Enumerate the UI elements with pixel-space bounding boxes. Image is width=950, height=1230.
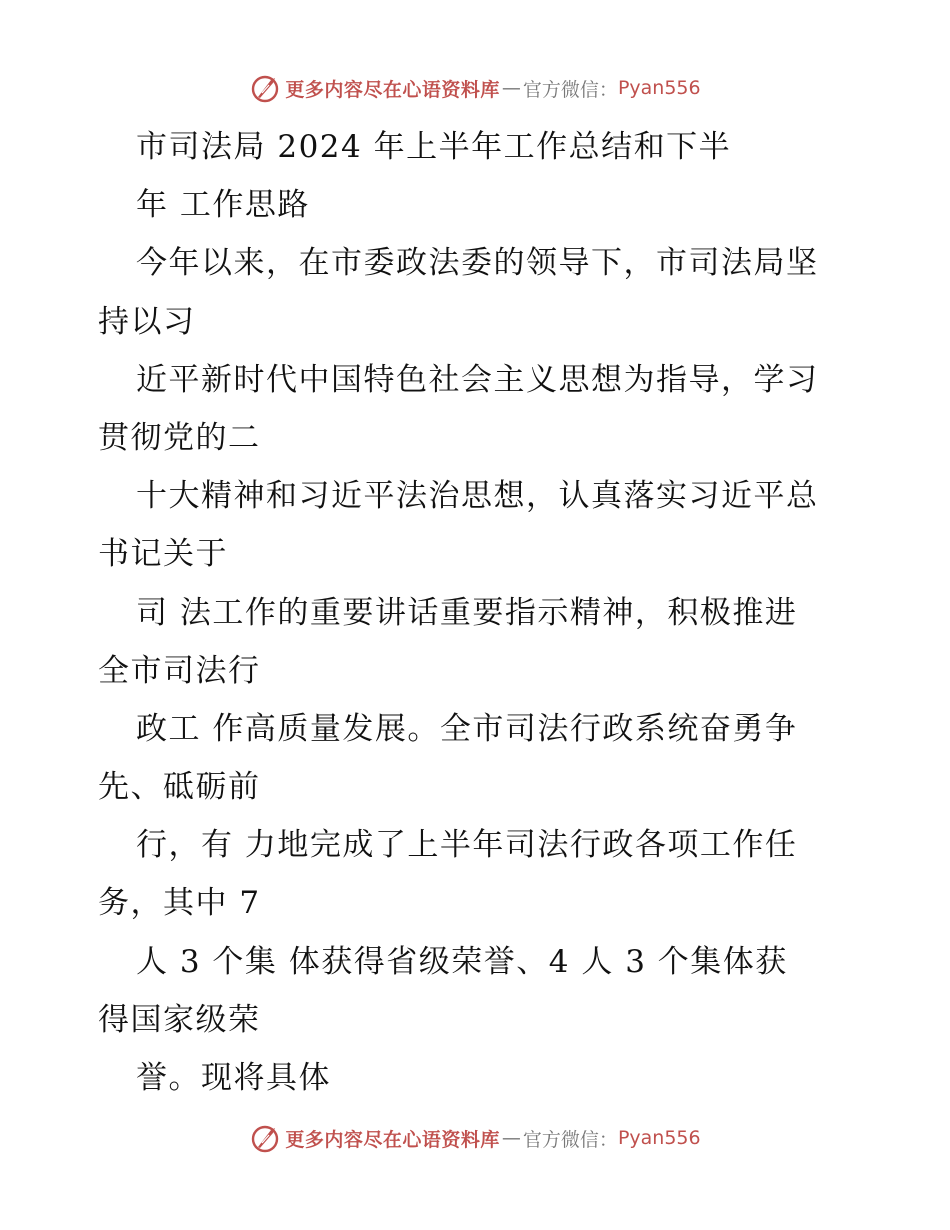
doc-line: 持以习 <box>98 303 196 340</box>
watermark-footer <box>0 1122 950 1154</box>
document-body <box>0 118 950 1107</box>
doc-line: 书记关于 <box>98 536 228 573</box>
watermark-brand: 更多内容尽在心语资料库 <box>285 1128 500 1151</box>
doc-line-title-2: 年 工作思路 <box>136 187 310 224</box>
watermark-label: 官方微信： <box>522 1128 618 1151</box>
doc-line: 全市司法行 <box>98 652 261 689</box>
doc-line: 贯彻党的二 <box>98 419 261 456</box>
watermark-header <box>0 72 950 104</box>
doc-line: 政工 作高质量发展。全市司法行政系统奋勇争 <box>136 710 798 747</box>
watermark-contact: Pyan556 <box>617 77 701 99</box>
watermark-dash: — <box>501 1127 521 1149</box>
doc-line: 誉。现将具体 <box>136 1060 331 1096</box>
quill-logo-icon <box>249 72 281 104</box>
watermark-brand: 更多内容尽在心语资料库 <box>285 78 500 101</box>
doc-line: 得国家级荣 <box>98 1001 261 1038</box>
doc-line: 近平新时代中国特色社会主义思想为指导，学习 <box>136 361 819 398</box>
watermark-contact: Pyan556 <box>617 1127 701 1149</box>
watermark-dash: — <box>501 77 521 99</box>
doc-line-title-1: 市司法局 2024 年上半年工作总结和下半 <box>136 129 732 165</box>
doc-line: 司 法工作的重要讲话重要指示精神，积极推进 <box>136 594 798 631</box>
doc-line: 行，有 力地完成了上半年司法行政各项工作任 <box>136 827 798 864</box>
watermark-label: 官方微信： <box>522 78 618 101</box>
doc-line: 今年以来，在市委政法委的领导下，市司法局坚 <box>136 245 819 282</box>
doc-line: 务，其中 7 <box>98 885 261 922</box>
quill-logo-icon <box>249 1122 281 1154</box>
doc-line: 十大精神和习近平法治思想，认真落实习近平总 <box>136 478 819 515</box>
doc-line: 先、砥砺前 <box>98 769 261 806</box>
doc-line: 人 3 个集 体获得省级荣誉、4 人 3 个集体获 <box>136 943 788 980</box>
